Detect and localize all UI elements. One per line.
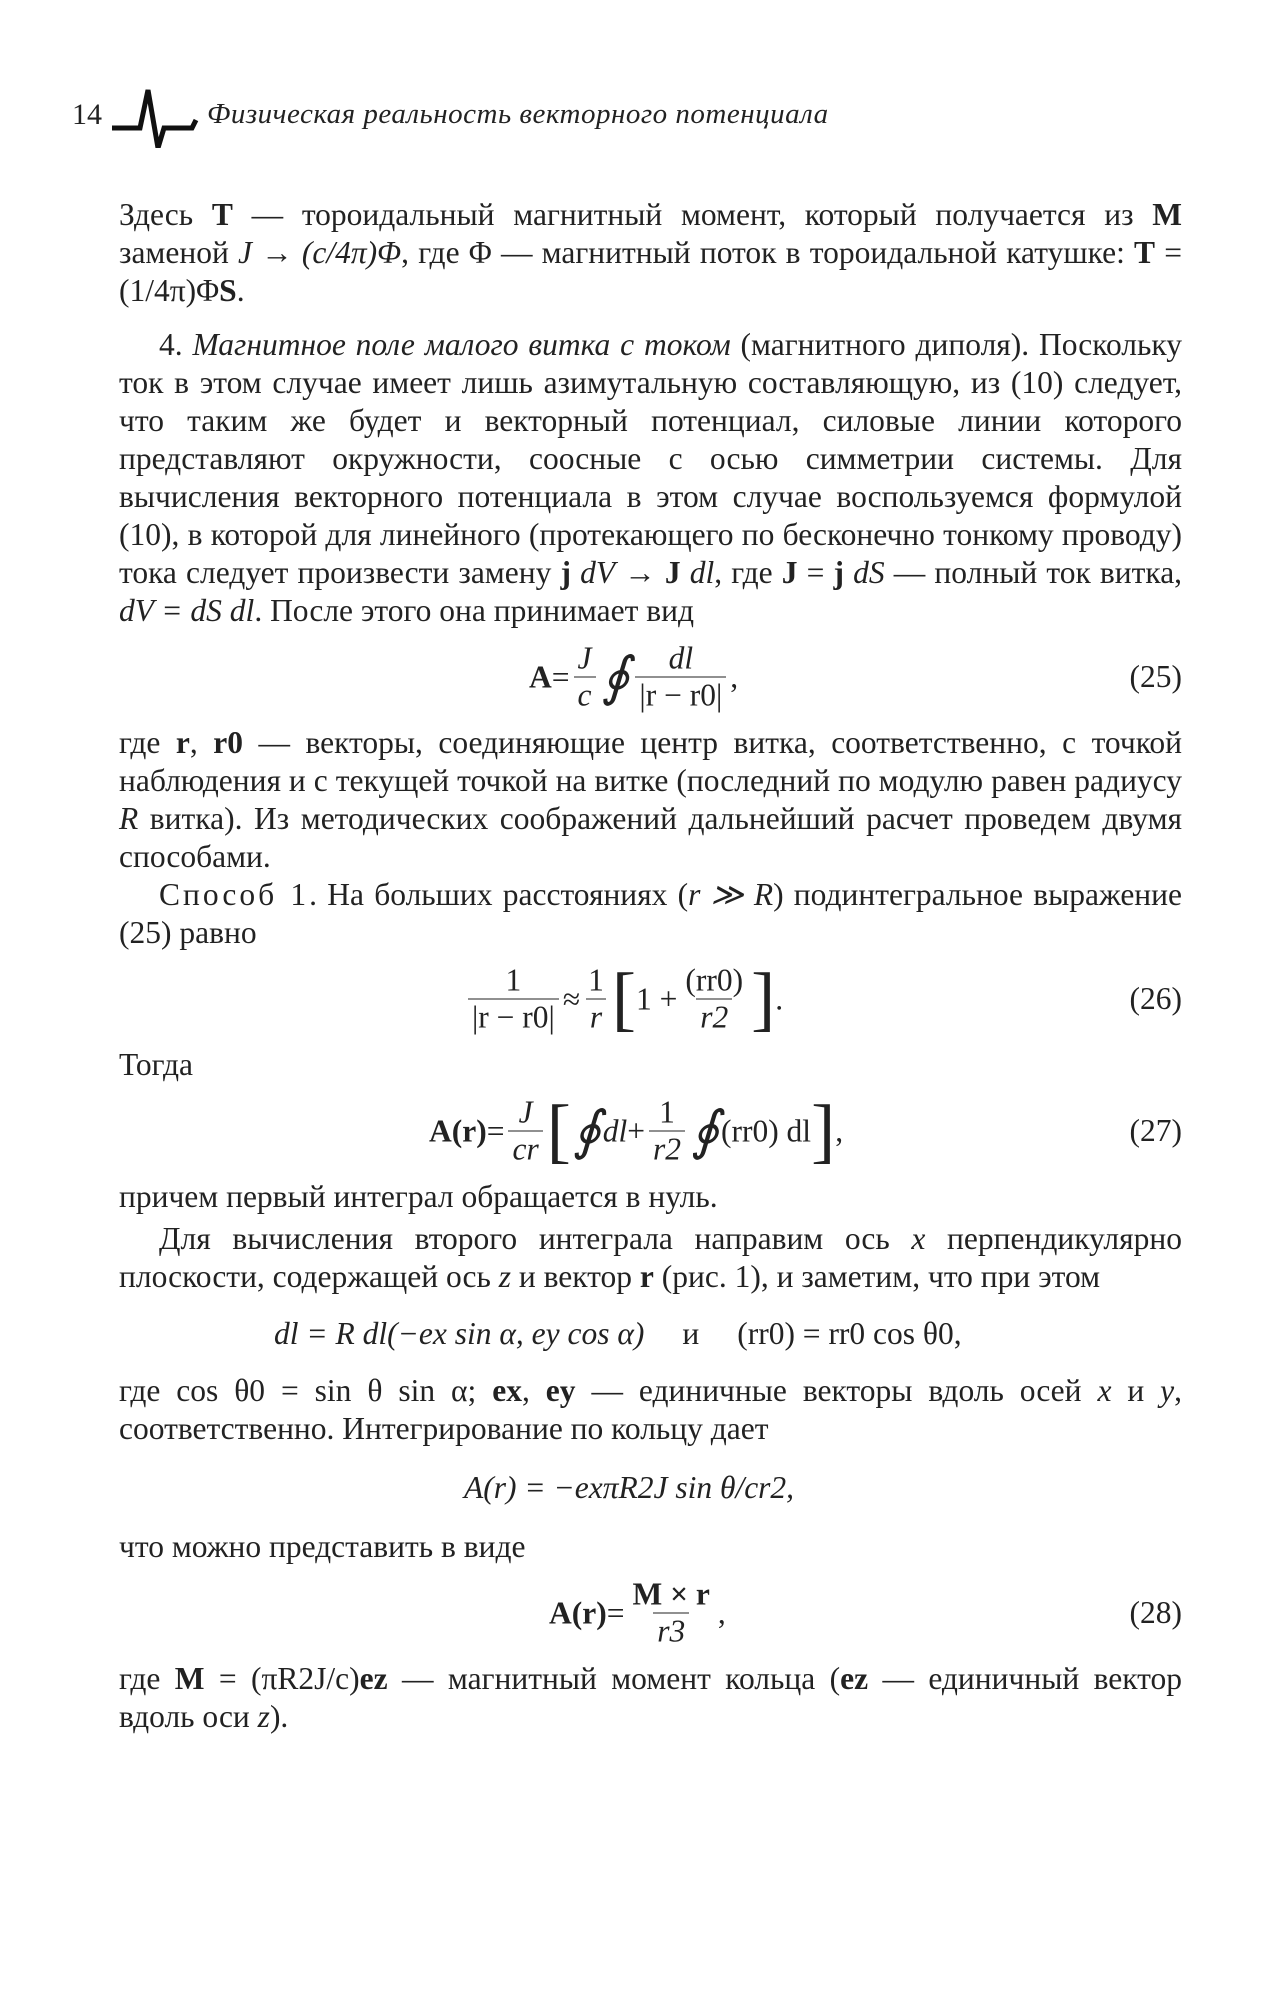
equation-28: A(r) = $\frac{M \times r}{r3}$ , (28) [549,1576,1182,1649]
paragraph-method-1: Способ 1. На больших расстояниях (r ≫ R) подинтегральное выражение (25) равно [119,877,1182,950]
equation-25: A = $\frac{J}{c}$ ∮ $\frac{dl}{|r - r0|}$ , (25) [529,640,1182,713]
equation-ring: A(r) = −exπR2J sin θ/cr2, [464,1470,795,1505]
paragraph-then: Тогда [119,1047,193,1082]
equation-number: (26) [1129,981,1182,1016]
equation-26: $\frac{1}{|r - r0|}$ ≈ $\frac{1}{r}$ [ 1 + $\frac{(rr0)}{r2}$ ] . (26) [119,960,1182,1038]
paragraph-unit-vectors: где cos θ0 = sin θ sin α; ex, ey — единичные векторы вдоль осей x и y, соответственно. Интегрирование по кольцу дает [119,1373,1183,1446]
page-number: 14 [72,98,102,131]
paragraph-represent: что можно представить в виде [119,1529,526,1564]
main-text [119,196,1182,1736]
paragraph-magnetic-moment: где M = (πR2J/c)ez — магнитный момент кольца (ez — единичный вектор вдоль оси z). [119,1661,1183,1734]
equation-number: (28) [1129,1595,1182,1630]
paragraph-vectors: где r, r0 — векторы, соединяющие центр витка, соответственно, с точкой наблюдения и с текущей точкой на витке (последний по модулю равен радиусу R витка). Из методических соображений дальнейший расчет проведем двумя способами. [119,725,1183,874]
pulse-logo-icon [112,70,200,148]
section-title: Магнитное поле малого витка с током [192,327,731,362]
paragraph-toroidal: Здесь T — тороидальный магнитный момент, который получается из M заменой J → (c/4π)Φ, где Φ — магнитный поток в тороидальной катушке: T = (1/4π)ΦS. [119,197,1183,308]
paragraph-magnetic-dipole: 4. Магнитное поле малого витка с током (магнитного диполя). Поскольку ток в этом случае имеет лишь азимутальную составляющую, из (10) следует, что таким же будет и векторный потенциал, силовые линии которого представляют окружности, соосные с осью симметрии системы. Для вычисления векторного потенциала в этом случае воспользуемся формулой (10), в которой для линейного (протекающего по бесконечно тонкому проводу) тока следует произвести замену j dV → J dl, где J = j dS — полный ток витка, dV = dS dl. После этого она принимает вид [119,327,1183,628]
paragraph-second-integral: Для вычисления второго интеграла направим ось x перпендикулярно плоскости, содержащей ось z и вектор r (рис. 1), и заметим, что при этом [119,1221,1182,1294]
equation-number: (25) [1129,659,1182,694]
equation-number: (27) [1129,1113,1182,1148]
equation-27: A(r) = $\frac{J}{cr}$ [ ∮ dl + $\frac{1}{r2}$ ∮ (rr0) dl ] , (27) [429,1089,1182,1171]
running-header [72,92,1182,140]
paragraph-first-integral: причем первый интеграл обращается в нуль. [119,1179,718,1214]
equation-dl: dl = R dl(−ex sin α, ey cos α) и (rr0) = rr0 cos θ0, [274,1316,962,1351]
running-title: Физическая реальность векторного потенциала [207,98,829,130]
